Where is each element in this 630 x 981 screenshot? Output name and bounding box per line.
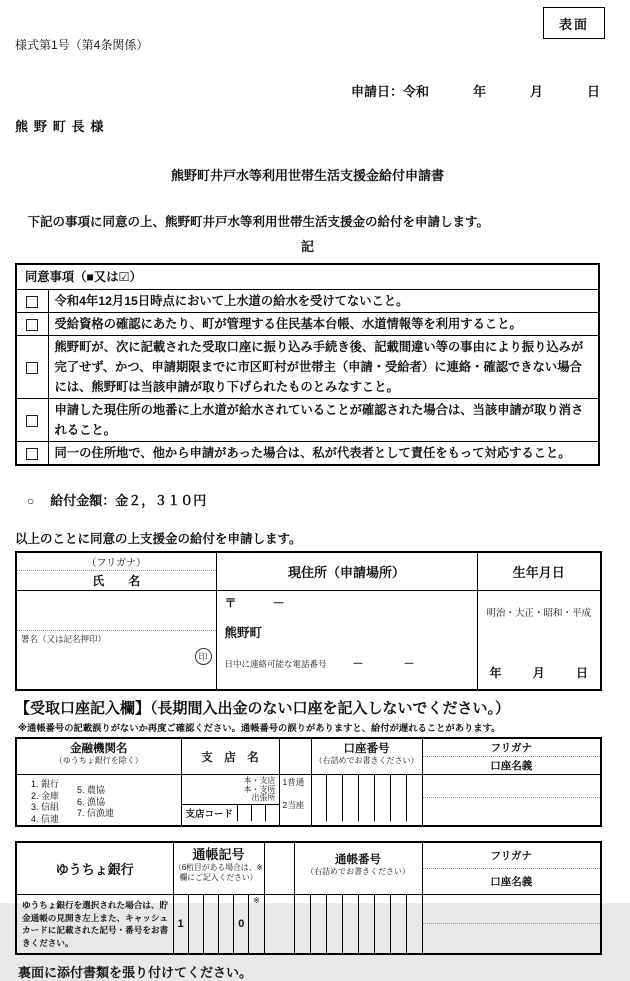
yucho-gap-header-cell <box>264 842 294 895</box>
consent-row-2 <box>16 313 599 336</box>
account-number-header-cell <box>311 738 422 775</box>
consent-header: 同意事項（■又は☑） <box>16 264 599 290</box>
digit-box <box>358 895 374 953</box>
passbook-symbol-boxes <box>174 895 264 953</box>
account-type-header-cell <box>279 738 311 775</box>
kome-mark: ※ <box>253 896 260 905</box>
town-name: 熊野町 <box>224 626 263 640</box>
front-side-badge <box>543 7 605 39</box>
digit-box <box>374 775 390 821</box>
phone-label: 日中に連絡可能な電話番号 <box>224 659 327 669</box>
consent-item-text: 申請した現住所の地番に上水道が給水されていることが確認された場合は、当該申請が取り消されること。 <box>48 399 599 442</box>
month-label: 月 <box>532 666 545 680</box>
holder-body-cell <box>422 775 601 827</box>
name-write-area <box>17 591 216 631</box>
application-date-prefix: 申請日：令和 <box>350 84 429 99</box>
account-section-heading: 【受取口座記入欄】（長期間入出金のない口座を記入しないでください。） <box>15 700 511 717</box>
account-type-current: 2当座 <box>282 800 305 810</box>
phone-row <box>225 655 471 671</box>
yucho-holder-header: 口座名義 <box>490 876 533 888</box>
digit-box <box>406 895 422 953</box>
digit-box <box>374 895 390 953</box>
year-label: 年 <box>489 666 502 680</box>
institution-header: 金融機関名 <box>70 743 128 755</box>
consent-row-5 <box>16 442 599 466</box>
benefit-amount-line <box>15 490 600 509</box>
consent-checkbox-cell-4[interactable] <box>16 399 48 442</box>
institution-options-right: 5. 農協 6. 漁協 7. 信漁連 <box>77 785 115 818</box>
address-header: 現住所（申請場所） <box>216 552 477 591</box>
signature-label: 署名（又は記名押印） <box>21 634 107 644</box>
consent-checkbox-cell-1[interactable] <box>16 290 48 313</box>
document-title: 熊野町井戸水等利用世帯生活支援金給付申請書 <box>170 168 444 183</box>
institution-header-cell <box>16 738 181 775</box>
postal-code-field: 〒 － <box>224 596 285 610</box>
passbook-symbol-header-cell <box>173 842 264 895</box>
consent-table <box>15 263 600 466</box>
account-number-boxes <box>312 775 422 821</box>
passbook-number-cell <box>294 895 422 955</box>
application-date-line <box>15 81 600 100</box>
digit-box <box>326 775 342 821</box>
symbol-box-3 <box>203 895 218 953</box>
notation-ki: 記 <box>300 239 314 254</box>
branch-code-label: 支店コード <box>185 808 234 820</box>
circle-bullet-icon: ○ <box>27 494 35 508</box>
checkbox-icon[interactable] <box>26 296 38 308</box>
applicant-header-row <box>16 552 601 591</box>
birthdate-ymd-row <box>478 664 601 681</box>
date-day-label: 日 <box>586 84 600 99</box>
holder-name-header: 口座名義 <box>490 760 533 772</box>
passbook-symbol-note: （6桁目がある場合は、※欄にご記入ください） <box>174 863 263 882</box>
date-year-label: 年 <box>472 84 486 99</box>
front-side-label: 表面 <box>558 16 589 32</box>
institution-options-cell <box>16 775 181 827</box>
yucho-holder-body-cell <box>422 895 601 955</box>
yucho-body-row <box>16 895 601 955</box>
symbol-box-kome <box>248 895 263 953</box>
branch-code-box <box>265 805 279 822</box>
consent-row-1 <box>16 290 599 313</box>
checkbox-icon[interactable] <box>26 448 38 460</box>
attachment-instruction: 裏面に添付書類を張り付けてください。 <box>18 965 253 980</box>
consent-item-text: 令和4年12月15日時点において上水道の給水を受けてないこと。 <box>48 290 599 313</box>
branch-code-boxes <box>237 805 279 822</box>
yucho-holder-header-cell <box>422 842 601 895</box>
yucho-instruction-text: ゆうちょ銀行を選択された場合は、貯金通帳の見開き左上また、キャッシュカードに記載された記号・番号をお書きください。 <box>22 900 169 948</box>
yucho-furigana-header: フリガナ <box>423 843 601 869</box>
holder-furigana-header: フリガナ <box>423 739 601 757</box>
consent-item-text: 受給資格の確認にあたり、町が管理する住民基本台帳、水道情報等を利用すること。 <box>48 313 599 336</box>
passbook-number-header: 通帳番号 <box>335 854 381 866</box>
yucho-furigana-write-area <box>423 895 601 924</box>
branch-code-box <box>251 805 265 822</box>
digit-box <box>358 775 374 821</box>
furigana-header: （フリガナ） <box>17 553 216 571</box>
account-section-note: ※通帳番号の記載誤りがないか再度ご確認ください。通帳番号の誤りがありますと、給付が遅れることがあります。 <box>18 723 501 733</box>
passbook-number-note: （右詰めでお書きください） <box>306 867 410 876</box>
birthdate-header: 生年月日 <box>477 552 601 591</box>
account-number-header-note: （右詰めでお書きください） <box>314 756 419 765</box>
yucho-instruction-cell <box>16 895 173 955</box>
passbook-number-boxes <box>295 895 422 953</box>
consent-item-text: 熊野町が、次に記載された受取口座に振り込み手続き後、記載間違い等の事由により振り込みが完了せず、かつ、申請期限までに市区町村が世帯主（申請・受給者）に連絡・確認できない場合には、熊野町は当該申請が取り下げられたものとみなすこと。 <box>48 336 599 399</box>
yucho-bank-table <box>15 841 602 955</box>
addressee: 熊野町長様 <box>15 119 110 134</box>
checkbox-icon[interactable] <box>26 319 38 331</box>
form-number: 様式第1号（第4条関係） <box>15 38 149 52</box>
account-number-cell <box>311 775 422 827</box>
checkbox-icon[interactable] <box>26 362 38 374</box>
yucho-gap-cell <box>264 895 294 955</box>
digit-box <box>295 895 310 953</box>
account-number-header: 口座番号 <box>343 743 390 755</box>
seal-icon: 印 <box>195 648 212 665</box>
passbook-symbol-header: 通帳記号 <box>192 847 245 862</box>
birthdate-cell <box>477 591 601 691</box>
digit-box <box>326 895 342 953</box>
consent-checkbox-cell-5[interactable] <box>16 442 48 466</box>
consent-checkbox-cell-2[interactable] <box>16 313 48 336</box>
consent-row-4 <box>16 399 599 442</box>
branch-type-options: 本・支店 本・支所 出張所 <box>243 776 276 802</box>
address-cell <box>216 591 477 691</box>
era-options: 明治・大正・昭和・平成 <box>486 608 591 619</box>
account-type-cell <box>279 775 311 827</box>
holder-furigana-write-area <box>423 775 601 798</box>
benefit-amount-text: 給付金額：金２，３１０円 <box>50 493 207 508</box>
branch-code-row <box>182 804 279 822</box>
consent-item-text: 同一の住所地で、他から申請があった場合は、私が代表者として責任をもって対応すること。 <box>48 442 599 466</box>
institution-options-left: 1. 銀行 2. 金庫 3. 信組 4. 信連 <box>31 779 60 824</box>
account-type-ordinary: 1普通 <box>282 777 305 787</box>
applicant-table <box>15 551 602 691</box>
passbook-number-header-cell <box>294 842 422 895</box>
phone-number-field: － － <box>352 658 421 670</box>
checkbox-icon[interactable] <box>26 415 38 427</box>
symbol-box-2 <box>188 895 203 953</box>
passbook-symbol-cell <box>173 895 264 955</box>
intro-statement: 下記の事項に同意の上、熊野町井戸水等利用世帯生活支援金の給付を申請します。 <box>27 215 490 229</box>
digit-box <box>310 895 326 953</box>
name-header-cell <box>16 552 216 591</box>
digit-box <box>390 775 406 821</box>
branch-code-box <box>237 805 251 822</box>
yucho-header-row <box>16 842 601 895</box>
consent-header-row <box>16 264 599 290</box>
digit-box <box>406 775 422 821</box>
digit-box <box>390 895 406 953</box>
apply-statement: 以上のことに同意の上支援金の給付を申請します。 <box>15 532 302 546</box>
signature-cell <box>16 591 216 691</box>
bank-account-table <box>15 737 602 827</box>
date-month-label: 月 <box>529 84 543 99</box>
applicant-body-row <box>16 591 601 691</box>
consent-row-3 <box>16 336 599 399</box>
name-header: 氏 名 <box>92 574 141 588</box>
symbol-box-5: 0 <box>233 895 248 953</box>
bank-header-row <box>16 738 601 775</box>
yucho-bank-label: ゆうちょ銀行 <box>16 842 173 895</box>
digit-box <box>342 895 358 953</box>
institution-header-note: （ゆうちょ銀行を除く） <box>54 756 143 765</box>
bank-body-row <box>16 775 601 827</box>
symbol-box-1: 1 <box>177 918 184 930</box>
symbol-box-4 <box>218 895 233 953</box>
digit-box <box>342 775 358 821</box>
branch-body-cell <box>181 775 279 827</box>
branch-header: 支 店 名 <box>181 738 279 775</box>
consent-checkbox-cell-3[interactable] <box>16 336 48 399</box>
holder-header-cell <box>422 738 601 775</box>
digit-box <box>312 775 327 821</box>
day-label: 日 <box>575 666 588 680</box>
